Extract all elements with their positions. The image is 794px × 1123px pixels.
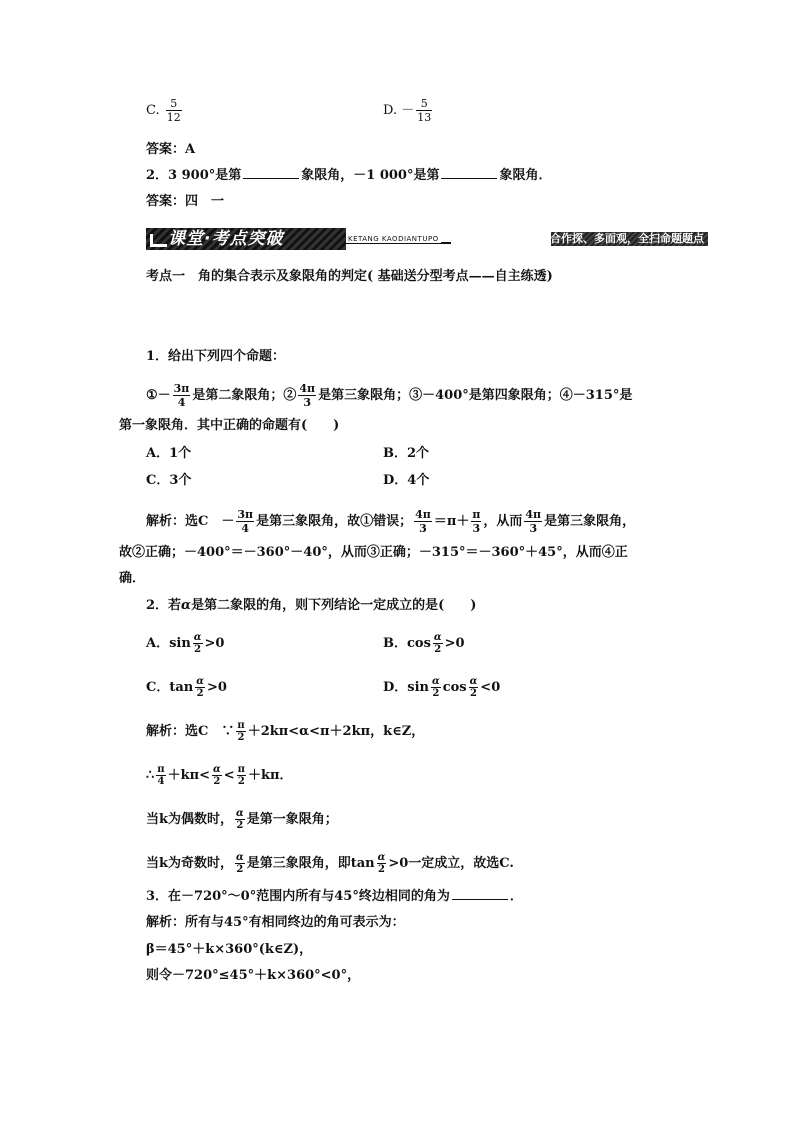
text: 是第二象限的角，则下列结论一定成立的是( ): [191, 598, 477, 613]
text: <0: [480, 680, 501, 695]
text: A．sin: [146, 636, 191, 651]
option-letter: D.: [383, 103, 398, 118]
answer-blank: [441, 166, 497, 179]
fraction: [414, 508, 432, 535]
fraction-num: α: [213, 764, 221, 775]
text: ＋2kπ<α<π＋2kπ，k∈Z，: [247, 724, 425, 739]
fraction-num: 5: [166, 97, 182, 111]
text: ，从而: [483, 514, 523, 529]
text: ＝π＋: [433, 514, 470, 529]
fraction-num: π: [237, 764, 245, 775]
fraction-den: 2: [469, 688, 477, 699]
q2-solution-line2: [146, 764, 293, 787]
text: 是第三象限角；③－400°是第四象限角；④－315°是: [318, 388, 633, 403]
fraction-num: α: [377, 852, 386, 863]
text: ①－: [146, 388, 171, 403]
text: 解析：选C －: [146, 514, 235, 529]
q3-solution-line3: 则令－720°≤45°＋k×360°<0°，: [146, 968, 361, 983]
fraction: [469, 676, 479, 699]
text: >0: [204, 636, 225, 651]
fraction-den: 2: [434, 644, 442, 655]
fraction: [377, 852, 387, 875]
section-heading: 考点一 角的集合表示及象限角的判定( 基础送分型考点——自主练透): [146, 269, 553, 284]
text: >0一定成立，故选C.: [388, 856, 514, 871]
fraction-num: α: [236, 852, 244, 863]
q1-propositions-line2: 第一象限角．其中正确的命题有( ): [119, 418, 340, 433]
q1-intro: 1．给出下列四个命题：: [146, 349, 286, 364]
text: D．sin: [383, 680, 429, 695]
q2-solution-line1: [146, 720, 424, 743]
fraction-num: α: [196, 676, 204, 687]
answer-blank: [452, 887, 508, 900]
text: B．cos: [383, 636, 431, 651]
fraction-den: 3: [472, 522, 481, 535]
fraction-den: 4: [177, 396, 186, 409]
q3-solution-line2: β＝45°＋k×360°(k∈Z)，: [146, 942, 313, 957]
q1-solution-line2: 故②正确；－400°＝－360°－40°，从而③正确；－315°＝－360°＋45°，从而④正: [119, 545, 628, 560]
text: C．tan: [146, 680, 194, 695]
q2-text-b: 象限角，－1 000°是第: [301, 168, 440, 183]
fraction: [524, 508, 542, 535]
fraction-den: 12: [166, 111, 181, 124]
text: 是第三象限角，: [544, 514, 636, 529]
answer-2: 答案：四 一: [146, 194, 225, 209]
fraction-den: 2: [432, 688, 440, 699]
fraction-num: 3π: [173, 382, 190, 395]
text: 解析：选C ∵: [146, 724, 235, 739]
fraction-den: 2: [236, 864, 244, 875]
fraction-num: π: [472, 508, 481, 521]
banner-slogan: 自主研、合作探、多面观，全扫命题题点: [506, 232, 704, 245]
text: cos: [442, 680, 467, 695]
fraction: [298, 382, 316, 409]
fraction-num: π: [237, 720, 245, 731]
q1-solution-line1: [146, 508, 635, 535]
fraction: [416, 97, 432, 124]
fraction-den: 3: [303, 396, 312, 409]
fraction-num: 4π: [525, 508, 542, 521]
q2-option-d: [383, 676, 500, 699]
text: ＋kπ．: [247, 768, 293, 783]
q3-stem: [146, 887, 523, 907]
text: 3．在－720°～0°范围内所有与45°终边相同的角为: [146, 889, 450, 904]
q1-option-a: A．1个: [146, 446, 192, 461]
fraction: [156, 764, 165, 787]
fraction-den: 13: [417, 111, 432, 124]
text: 是第三象限角，故①错误；: [256, 514, 413, 529]
fraction: [236, 508, 254, 535]
option-letter: C.: [146, 103, 160, 118]
fraction-den: 3: [529, 522, 538, 535]
banner-subtitle: KETANG KAODIANTUPO: [348, 235, 439, 243]
q1-option-b: B．2个: [383, 446, 430, 461]
fraction-num: 4π: [299, 382, 316, 395]
answer-1: 答案：A: [146, 142, 196, 157]
banner-slogan-block: [451, 232, 708, 246]
fraction: [193, 632, 203, 655]
text: ＋kπ<: [167, 768, 211, 783]
fraction: [237, 764, 246, 787]
q2-stem: [146, 596, 476, 616]
fraction-num: α: [431, 676, 440, 687]
fraction: [235, 852, 245, 875]
fraction-den: 2: [237, 732, 245, 743]
minus-sign: －: [401, 103, 415, 118]
fraction: [433, 632, 443, 655]
q2-solution-odd: [146, 852, 514, 875]
fraction-num: 5: [416, 97, 432, 111]
q1-option-c: C．3个: [146, 473, 192, 488]
fraction-num: α: [433, 632, 442, 643]
fraction-num: 3π: [237, 508, 254, 521]
q3-solution-line1: 解析：所有与45°有相同终边的角可表示为：: [146, 915, 405, 930]
fraction: [471, 508, 481, 535]
fraction-den: 2: [237, 776, 245, 787]
alpha-symbol: α: [181, 598, 192, 613]
banner-title-block: [146, 228, 346, 250]
q2-option-b: [383, 632, 465, 655]
text: 2．若: [146, 598, 182, 613]
fraction: [173, 382, 191, 409]
fraction: [166, 97, 182, 124]
fraction-num: π: [157, 764, 165, 775]
fraction-num: α: [236, 808, 244, 819]
fraction: [431, 676, 441, 699]
fraction-num: α: [193, 632, 202, 643]
fraction-den: 4: [157, 776, 165, 787]
q2-option-c: [146, 676, 227, 699]
text: 当k为奇数时，: [146, 856, 234, 871]
fraction-den: 4: [241, 522, 250, 535]
text: 是第三象限角，即tan: [246, 856, 375, 871]
answer-blank: [243, 166, 299, 179]
fraction-num: 4π: [415, 508, 431, 521]
fraction-num: α: [469, 676, 478, 687]
option-c: [146, 97, 184, 124]
text: 当k为偶数时，: [146, 812, 234, 827]
fraction-den: 2: [236, 820, 244, 831]
text: 是第二象限角；②: [192, 388, 297, 403]
text: >0: [206, 680, 227, 695]
text: ∴: [146, 768, 155, 783]
fraction-den: 2: [194, 644, 202, 655]
q1-option-d: D．4个: [383, 473, 430, 488]
fraction: [235, 808, 245, 831]
fraction-den: 2: [196, 688, 204, 699]
q2-text-a: 2．3 900°是第: [146, 168, 242, 183]
text: >0: [444, 636, 465, 651]
fraction-den: 3: [419, 522, 427, 535]
text: ．: [509, 889, 523, 904]
text: 是第一象限角；: [246, 812, 338, 827]
fraction: [236, 720, 245, 743]
q1-propositions-line1: [146, 382, 632, 409]
banner-corner-icon: [150, 234, 167, 247]
q2-text-c: 象限角．: [499, 168, 552, 183]
question-2-prev: [146, 166, 552, 186]
section-banner: [146, 228, 708, 250]
banner-title: 课堂·考点突破: [168, 229, 284, 249]
fraction-den: 2: [213, 776, 221, 787]
text: <: [223, 768, 235, 783]
fraction: [212, 764, 222, 787]
q2-option-a: [146, 632, 224, 655]
fraction-den: 2: [377, 864, 385, 875]
fraction: [195, 676, 205, 699]
q2-solution-even: [146, 808, 338, 831]
option-d: [383, 97, 434, 124]
q1-solution-line3: 确．: [119, 571, 146, 586]
